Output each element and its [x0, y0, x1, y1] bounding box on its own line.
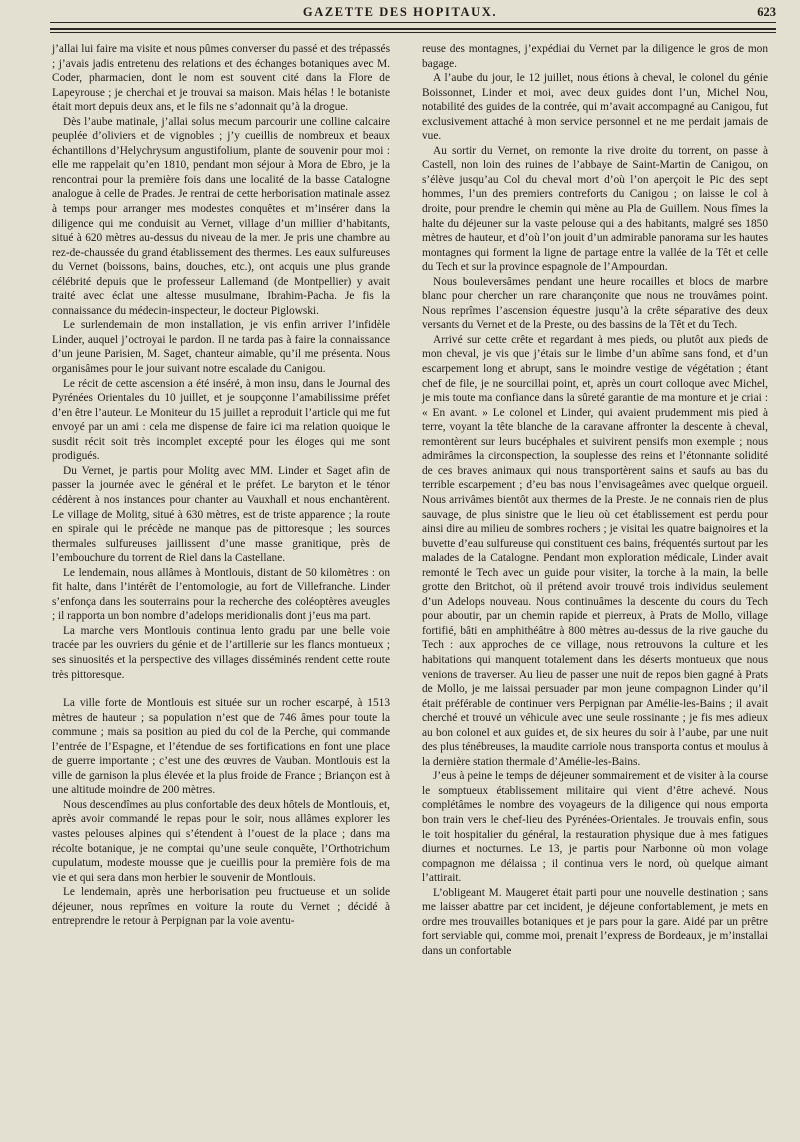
paragraph: Nous descendîmes au plus confortable des deux hôtels de Montlouis, et, après avoir commandé le repas pour le soir, nous allâmes explorer les vastes pelouses alpines qui s’étendent à l’ouest de la place ; dans ma récolte botanique, je ne comptai qu’une seule conquête, l’Orthotrichum cupulatum, modeste mousse que je cueillis pour la première fois de ma vie et qui sera dans mon herbier le souvenir de Montlouis. [52, 798, 391, 884]
left-column [52, 42, 390, 929]
paragraph: Dès l’aube matinale, j’allai solus mecum parcourir une colline calcaire peuplée d’oliviers et de vignobles ; j’y cueillis de nombreux et beaux échantillons d’Helychrysum angustifolium, plante de souvenir pour moi : elle me rappelait qu’en 1810, pendant mon séjour à Mora de Ebro, je la rencontrai pour la première fois dans une localité de la basse Catalogne analogue à celle de Prades. Je rentrai de cette herborisation matinale assez à temps pour arranger mes modestes conquêtes et m’insérer dans la diligence qui me conduisit au Vernet, village d’un millier d’habitants, situé à 620 mètres au-dessus du niveau de la mer. Je pris une chambre au rez-de-chaussée du grand établissement des thermes. Les eaux sulfureuses du Vernet (boissons, bains, douches, etc.), ont acquis une plus grande célébrité depuis que le professeur Lallemand (de Montpellier) y avait traité avec éclat une altesse musulmane, Ibrahim-Pacha. Je fis la connaissance du médecin-inspecteur, le docteur Piglowski. [52, 115, 390, 317]
journal-title: GAZETTE DES HOPITAUX. [302, 5, 498, 19]
paragraph: Le lendemain, nous allâmes à Montlouis, distant de 50 kilomètres : on fit halte, dans l’intérêt de l’entomologie, au fort de Villefranche. Linder s’enfonça dans les souterrains pour la recherche des coléoptères aveugles ; il rapporta un bon nombre d’adelops meridionalis dont j’eus ma part. [52, 566, 390, 623]
paragraph: La marche vers Montlouis continua lento gradu par une belle voie tracée par les ouvriers du génie et de l’artillerie sur les flancs montueux ; ses sinuosités et la perspective des villages disséminés rendent cette route très pittoresque. [52, 624, 390, 681]
paragraph: Arrivé sur cette crête et regardant à mes pieds, ou plutôt aux pieds de mon cheval, je vis que j’étais sur le limbe d’un abîme sans fond, et d’un escarpement long et abrupt, sans le moindre vestige de végétation ; étant chef de file, je ne sourcillai point, et, après un court colloque avec Michel, je mis toute ma confiance dans la sûreté garantie de ma monture et je criai : « En avant. » Le colonel et Linder, qui avaient prudemment mis pied à terre, voyant la tête blanche de la caravane affronter la descente à cheval, remontèrent sur leurs bucéphales et suivirent pensifs mon exemple ; nous admirâmes la circonspection, la souplesse des reins et l’étonnante solidité de ces braves animaux qui nous transportèrent sains et saufs au bas du terrible escarpement ; d’eu bas nous l’envisageâmes avec quelque orgueil. Nous arrivâmes bientôt aux thermes de la Preste. Je ne connais rien de plus sauvage, de plus sinistre que le lieu où cet établissement est perdu pour ainsi dire au milieu de sombres rochers ; je visitai les quatre baignoires et la buvette d’eau sulfureuse qui constituent ces bains, fréquentés surtout par les malades de la Catalogne. Pendant mon exploration médicale, Linder avait remonté le Tech avec un guide pour visiter, la torche à la main, la belle grotte den Britchot, où il prétend avoir trouvé trois individus seulement d’un Adelops nouveau. Nous continuâmes la descente du cours du Tech pour aboutir, par un chemin rapide et pierreux, à Prats de Mollo, village fortifié, bâti en amphithéâtre à 800 mètres au-dessus de la rive gauche du Tech : aux approches de ce village, nous retrouvons la culture et les habitations qui manquent totalement dans les déserts montueux que nous venions de traverser. Au lieu de passer une nuit de repos bien gagné à Prats de Mollo, je me laissai persuader par mon jeune compagnon Linder qu’il était préférable de continuer vers Perpignan par Amélie-les-Bains ; il avait cherché et trouvé un véhicule avec une seule rossinante ; je fis mes adieux au bon colonel et aux guides et, de six heures du soir à l’aube, par une nuit des plus ténébreuses, la maudite carriole nous transporta contus et moulus à la dernière station thermale d’Amélie-les-Bains. [422, 333, 768, 768]
running-head [0, 0, 800, 34]
paragraph: L’obligeant M. Maugeret était parti pour une nouvelle destination ; sans me laisser abattre par cet incident, je déjeune confortablement, je mets en ordre mes trouvailles botaniques et je pars pour la gare. Aidé par un prêtre fort serviable qui, comme moi, prenait l’express de Bordeaux, je m’installai dans un confortable [422, 886, 768, 957]
paragraph: Le récit de cette ascension a été inséré, à mon insu, dans le Journal des Pyrénées Orientales du 10 juillet, et je soupçonne l’amabilissime préfet d’en être l’auteur. Le Moniteur du 15 juillet a reproduit l’article qui me fut envoyé par un ami : cela me dispense de faire ici ma relation quoique le susdit récit soit très incomplet excepté pour les éloges qui me sont prodigués. [52, 377, 390, 463]
paragraph: Le surlendemain de mon installation, je vis enfin arriver l’infidèle Linder, auquel j’octroyai le pardon. Il ne tarda pas à faire la connaissance d’un jeune Parisien, M. Saget, chanteur aimable, qu’il me présenta. Nous organisâmes pour le jour suivant notre escalade du Canigou. [52, 319, 390, 376]
paragraph: Le lendemain, après une herborisation peu fructueuse et un solide déjeuner, nous reprîmes en voiture la route du Vernet ; décidé à entreprendre le retour à Perpignan par la voie aventu- [52, 886, 390, 928]
right-column [422, 42, 768, 958]
paragraph: Du Vernet, je partis pour Molitg avec MM. Linder et Saget afin de passer la journée avec le général et le préfet. Le baryton et le ténor cédèrent à nos instances pour chanter au Vauxhall et nous enchantèrent. Le village de Molitg, situé à 630 mètres, est de triste apparence ; la route en spirale qui le précède ne manque pas de pittoresque ; les sources thermales sulfureuses jaillissent d’une masse granitique, près de l’embouchure du torrent de Riel dans la Castellane. [52, 464, 390, 565]
paragraph: reuse des montagnes, j’expédiai du Vernet par la diligence le gros de mon bagage. [422, 43, 768, 70]
paragraph: Nous bouleversâmes pendant une heure rocailles et blocs de marbre blanc pour chercher un rare charançonite que nous ne trouvâmes point. Nous reprîmes l’ascension équestre jusqu’à la crête séparative des deux versants du Vernet et de la Preste, ou des bassins de la Têt et du Tech. [422, 275, 768, 332]
header-rule [50, 22, 776, 23]
paragraph: La ville forte de Montlouis est située sur un rocher escarpé, à 1513 mètres de hauteur ; sa population n’est que de 746 âmes pour toute la commune ; mais sa position au pied du col de la Perche, qui commande l’entrée de l’Espagne, et l’étendue de ses fortifications en font une place de guerre importante ; c’est une des œuvres de Vauban. Montlouis est la ville de garnison la plus élevée et la plus froide de France ; Briançon est à une altitude moindre de 200 mètres. [52, 697, 390, 797]
paragraph: A l’aube du jour, le 12 juillet, nous étions à cheval, le colonel du génie Boissonnet, Linder et moi, avec deux guides dont l’un, Michel Nou, notabilité des guides de la contrée, qui m’avait accompagné au Canigou, fut exclusivement attaché à mon service personnel et ne me perdait jamais de vue. [422, 72, 768, 143]
header-double-rule [50, 28, 776, 33]
paragraph: J’eus à peine le temps de déjeuner sommairement et de visiter à la course le somptueux établissement militaire qui vient d’être achevé. Nous complétâmes le nombre des voyageurs de la diligence qui nous emporta bon train vers le chef-lieu des Pyrénées-Orientales. Je trouvais enfin, sous le toit hospitalier du général, la restauration physique due à mes fatigues diurnes et nocturnes. Le 13, je partis pour Narbonne où mon volage compagnon me délaissa ; il continua vers le nord, où quelque aimant l’attirait. [422, 770, 768, 885]
paragraph: Au sortir du Vernet, on remonte la rive droite du torrent, on passe à Castell, non loin des ruines de l’abbaye de Saint-Martin de Canigou, on s’élève jusqu’au Col du cheval mort d’où l’on aperçoit le Pic des sept hommes, l’un des premiers contreforts du Canigou ; on laisse le col à droite, pour prendre le chemin qui mène au Pla de Guillem. Nous fîmes la halte du déjeuner sur la vaste pelouse qui a des habitants, malgré ses 1850 mètres de hauteur, et d’où l’on jouit d’un admirable panorama sur les hautes montagnes qui forment la ligne de partage entre la vallée de la Têt et celle du Tech et sur la province espagnole de l’Ampourdan. [422, 144, 768, 274]
page-number: 623 [757, 5, 776, 19]
paragraph: j’allai lui faire ma visite et nous pûmes converser du passé et des trépassés ; j’avais jadis entretenu des relations et des échanges botaniques avec M. Coder, pharmacien, dont le nom est souvent cité dans la Flore de Lapeyrouse ; je cherchai et je trouvai sa maison. Mais hélas ! le botaniste était mort depuis deux ans, et le fils ne s’adonnait qu’à la drogue. [52, 43, 391, 114]
